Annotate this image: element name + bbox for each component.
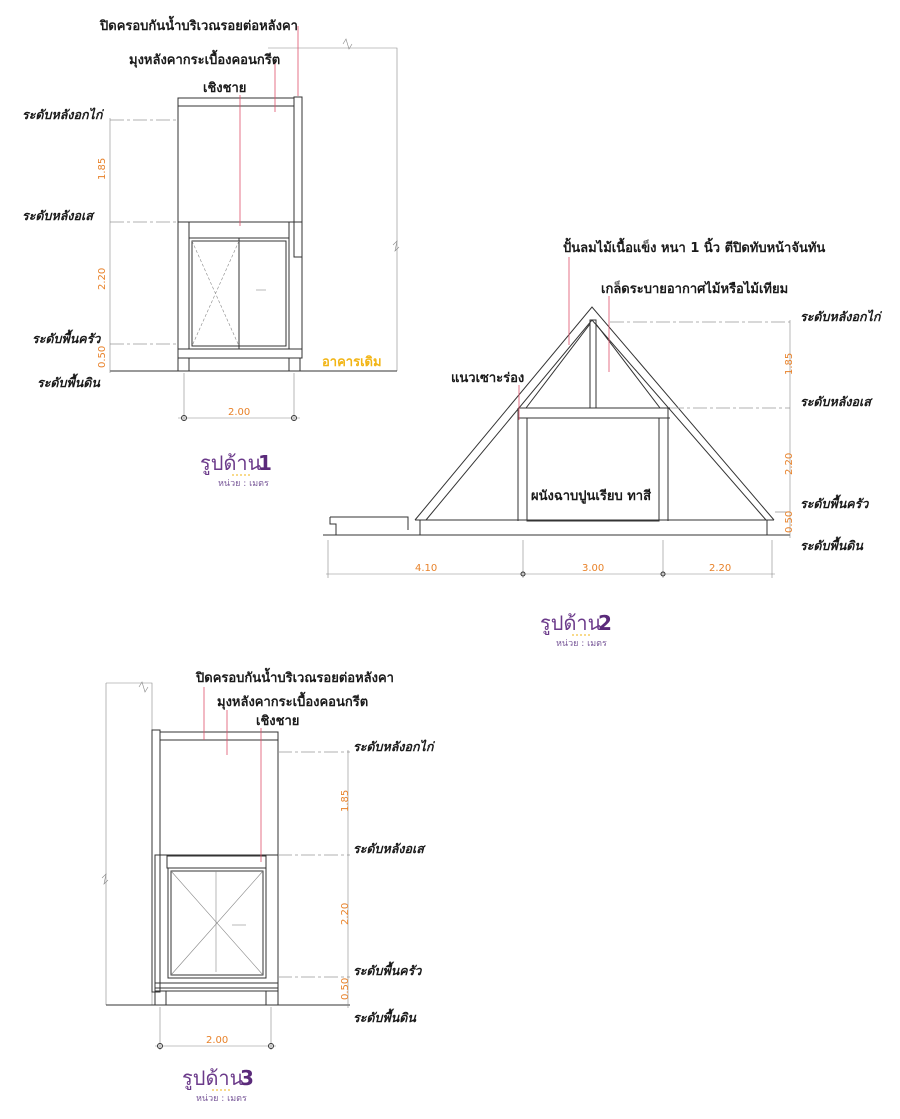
unit-label: หน่วย : เมตร bbox=[218, 479, 269, 489]
elevation-title: รูปด้าน bbox=[540, 611, 602, 635]
floor-line bbox=[408, 520, 774, 535]
note-flashing: ปิดครอบกันน้ำบริเวณรอยต่อหลังคา bbox=[100, 19, 298, 34]
break-symbol bbox=[102, 874, 108, 884]
level-ridge: ระดับหลังอกไก่ bbox=[800, 309, 881, 324]
fixed-pane-x bbox=[192, 241, 239, 346]
dim-width: 2.00 bbox=[228, 407, 251, 418]
note-barge-board: ปั้นลมไม้เนื้อแข็ง หนา 1 นิ้ว ตีปิดทับหน้าจันทัน bbox=[563, 241, 826, 256]
eave-board bbox=[160, 732, 278, 740]
elevation-number: 3 bbox=[240, 1066, 254, 1090]
existing-building-outline bbox=[106, 683, 152, 1005]
note-groove: แนวเซาะร่อง bbox=[451, 371, 525, 386]
dimension-line-horizontal bbox=[326, 540, 775, 578]
unit-label: หน่วย : เมตร bbox=[556, 639, 607, 649]
note-eave: เชิงชาย bbox=[256, 714, 300, 729]
flashing-strip bbox=[152, 730, 160, 992]
floor-beam bbox=[155, 983, 278, 991]
note-roof: มุงหลังคากระเบื้องคอนกรีต bbox=[129, 53, 281, 68]
elevation-title: รูปด้าน bbox=[182, 1066, 244, 1090]
level-ground: ระดับพื้นดิน bbox=[37, 375, 100, 390]
window-header bbox=[189, 222, 289, 238]
note-roof: มุงหลังคากระเบื้องคอนกรีต bbox=[217, 695, 369, 710]
roof-tiles bbox=[178, 106, 294, 222]
king-post bbox=[590, 320, 596, 408]
posts bbox=[155, 991, 278, 1005]
dim-floor-height: 0.50 bbox=[784, 510, 795, 533]
dim-floor-height: 0.50 bbox=[340, 977, 351, 1000]
level-ridge: ระดับหลังอกไก่ bbox=[22, 107, 103, 122]
dim-mid-span: 3.00 bbox=[582, 563, 605, 574]
break-symbol bbox=[393, 241, 399, 251]
level-ground: ระดับพื้นดิน bbox=[800, 538, 863, 553]
level-post-top: ระดับหลังอเส bbox=[22, 208, 93, 223]
dim-roof-height: 1.85 bbox=[340, 789, 351, 812]
window-header bbox=[167, 856, 266, 868]
note-plaster-wall: ผนังฉาบปูนเรียบ ทาสี bbox=[531, 489, 652, 504]
dim-right-span: 2.20 bbox=[709, 563, 732, 574]
level-kitchen-floor: ระดับพื้นครัว bbox=[800, 496, 869, 511]
level-ground: ระดับพื้นดิน bbox=[353, 1010, 416, 1025]
elevation-2 bbox=[323, 257, 790, 578]
break-symbol bbox=[343, 39, 352, 49]
level-kitchen-floor: ระดับพื้นครัว bbox=[32, 331, 101, 346]
level-ridge: ระดับหลังอกไก่ bbox=[353, 739, 434, 754]
dim-left-span: 4.10 bbox=[415, 563, 438, 574]
level-kitchen-floor: ระดับพื้นครัว bbox=[353, 963, 422, 978]
elevation-number: 1 bbox=[258, 451, 272, 475]
dim-roof-height: 1.85 bbox=[784, 352, 795, 375]
note-eave: เชิงชาย bbox=[203, 81, 247, 96]
level-post-top: ระดับหลังอเส bbox=[353, 841, 424, 856]
posts bbox=[518, 408, 668, 521]
post-beam bbox=[518, 408, 670, 418]
dim-wall-height: 2.20 bbox=[784, 452, 795, 475]
dim-roof-height: 1.85 bbox=[97, 157, 108, 180]
note-flashing: ปิดครอบกันน้ำบริเวณรอยต่อหลังคา bbox=[196, 671, 394, 686]
floor-beam bbox=[178, 349, 302, 358]
elevation-title: รูปด้าน bbox=[200, 451, 262, 475]
roof-tiles bbox=[160, 740, 278, 855]
louver-right bbox=[596, 324, 660, 408]
plaster-wall bbox=[527, 418, 659, 521]
break-symbol bbox=[139, 682, 148, 692]
note-existing-building: อาคารเดิม bbox=[322, 355, 382, 370]
wall-tiles bbox=[178, 222, 302, 358]
elevation-number: 2 bbox=[598, 611, 612, 635]
dim-width: 2.00 bbox=[206, 1035, 229, 1046]
adjacent-deck bbox=[330, 517, 408, 535]
unit-label: หน่วย : เมตร bbox=[196, 1094, 247, 1104]
dim-wall-height: 2.20 bbox=[97, 267, 108, 290]
posts bbox=[178, 358, 300, 371]
elevation-3 bbox=[102, 682, 350, 1050]
louver-left bbox=[526, 324, 590, 408]
existing-building-outline bbox=[268, 48, 397, 371]
window-x bbox=[171, 871, 263, 975]
dim-wall-height: 2.20 bbox=[340, 902, 351, 925]
eave-board bbox=[178, 98, 294, 106]
window-frame bbox=[192, 238, 286, 349]
note-louver: เกล็ดระบายอากาศไม้หรือไม้เทียม bbox=[601, 282, 789, 297]
dim-floor-height: 0.50 bbox=[97, 345, 108, 368]
flashing-strip bbox=[294, 97, 302, 257]
level-post-top: ระดับหลังอเส bbox=[800, 394, 871, 409]
